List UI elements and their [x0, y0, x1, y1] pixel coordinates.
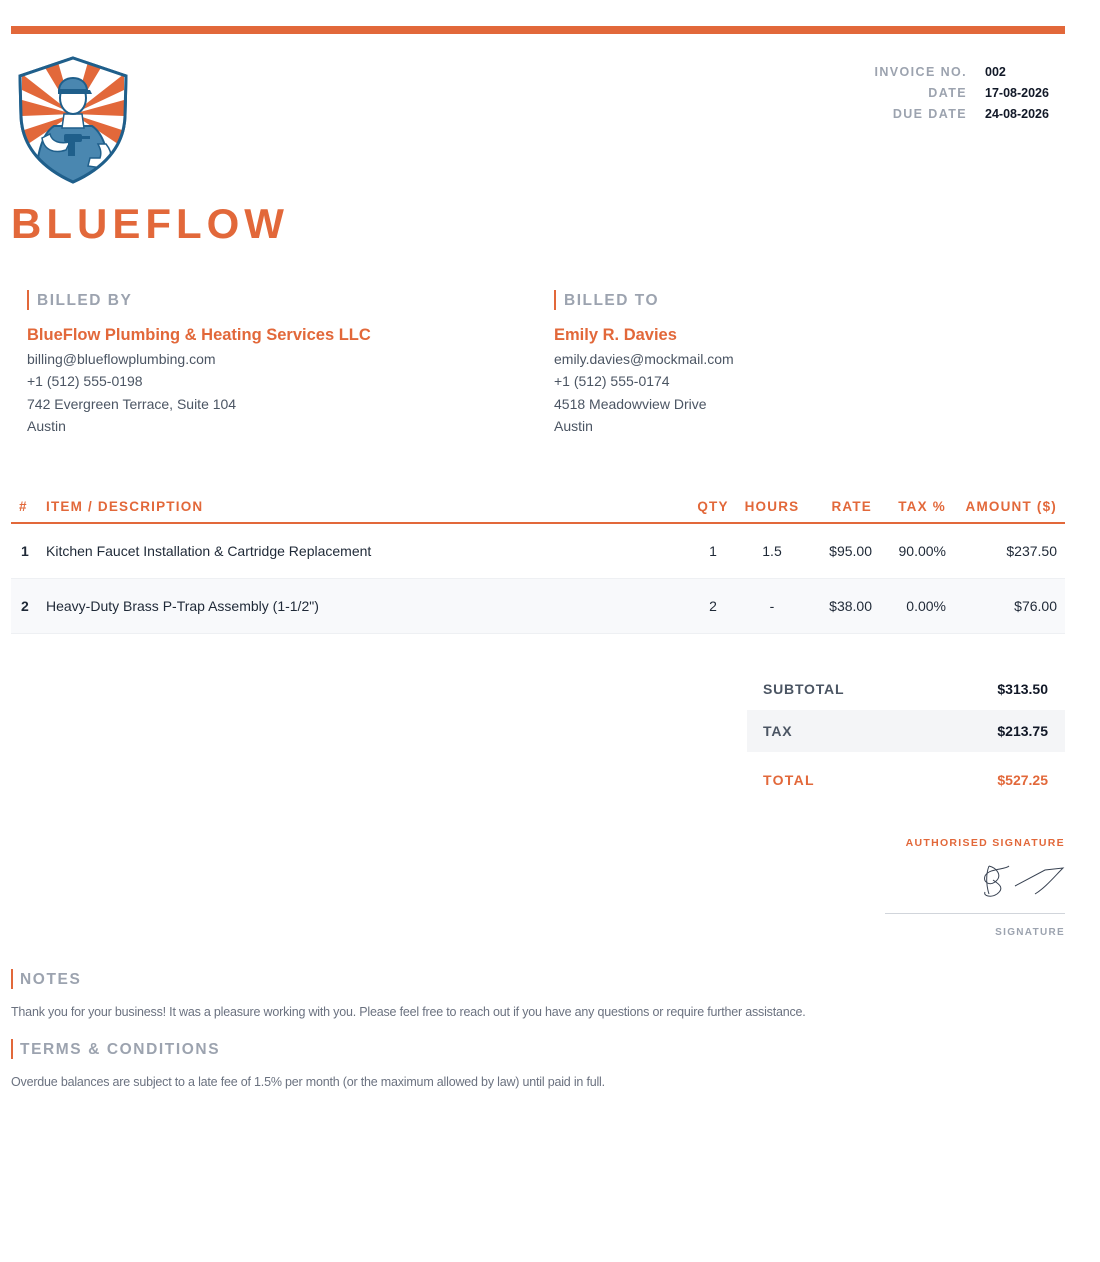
billed-to-city: Austin: [554, 417, 593, 434]
subtotal-value: $313.50: [997, 681, 1048, 697]
col-header-qty: QTY: [690, 490, 736, 523]
tax-label: TAX: [763, 723, 793, 739]
billed-to-block: [554, 290, 954, 437]
invoice-due-label: DUE DATE: [892, 106, 967, 121]
row-rate: $95.00: [808, 523, 872, 579]
billed-by-email: billing@blueflowplumbing.com: [27, 351, 216, 367]
col-header-desc: ITEM / DESCRIPTION: [46, 490, 690, 523]
invoice-number-value: 002: [985, 64, 1006, 79]
invoice-due-value: 24-08-2026: [985, 106, 1049, 121]
billed-by-city: Austin: [27, 417, 66, 434]
tax-row: [747, 710, 1065, 752]
billed-by-phone: +1 (512) 555-0198: [27, 373, 143, 390]
accent-top-bar: [11, 26, 1065, 34]
row-tax: 0.00%: [872, 579, 948, 634]
billed-to-heading: BILLED TO: [554, 290, 954, 310]
invoice-meta: [847, 61, 1065, 124]
total-row: [747, 752, 1065, 808]
invoice-date-label: DATE: [928, 85, 967, 100]
billed-by-address: 742 Evergreen Terrace, Suite 104: [27, 395, 237, 412]
row-qty: 1: [690, 523, 736, 579]
col-header-num: #: [11, 490, 46, 523]
subtotal-row: [747, 668, 1065, 710]
invoice-date-row: [847, 82, 1065, 103]
col-header-amount: AMOUNT ($): [948, 490, 1065, 523]
notes-heading: NOTES: [11, 969, 81, 989]
row-rate: $38.00: [808, 579, 872, 634]
billed-by-block: [27, 290, 427, 437]
tax-value: $213.75: [997, 723, 1048, 739]
billed-by-heading: BILLED BY: [27, 290, 427, 310]
row-desc: Heavy-Duty Brass P-Trap Assembly (1-1/2"): [46, 579, 690, 634]
subtotal-label: SUBTOTAL: [763, 681, 845, 697]
row-qty: 2: [690, 579, 736, 634]
row-num: 1: [11, 523, 46, 579]
total-label: TOTAL: [763, 772, 815, 788]
row-amount: $237.50: [948, 523, 1065, 579]
signature-line: [885, 913, 1065, 914]
authorised-signature-title: AUTHORISED SIGNATURE: [905, 837, 1065, 849]
brand-name: BLUEFLOW: [11, 200, 289, 247]
billed-to-email: emily.davies@mockmail.com: [554, 351, 734, 367]
total-value: $527.25: [997, 772, 1048, 788]
col-header-hours: HOURS: [736, 490, 808, 523]
table-row: [11, 579, 1065, 634]
invoice-number-row: [847, 61, 1065, 82]
terms-text: Overdue balances are subject to a late fee of 1.5% per month (or the maximum allowed by law) until paid in full.: [11, 1075, 605, 1089]
signature-caption: SIGNATURE: [995, 927, 1065, 938]
invoice-date-value: 17-08-2026: [985, 85, 1049, 100]
billed-to-name: Emily R. Davies: [554, 326, 677, 344]
col-header-rate: RATE: [808, 490, 872, 523]
items-header-row: [11, 490, 1065, 523]
table-row: [11, 523, 1065, 579]
billed-to-address: 4518 Meadowview Drive: [554, 395, 707, 412]
terms-heading: TERMS & CONDITIONS: [11, 1039, 220, 1059]
row-num: 2: [11, 579, 46, 634]
row-tax: 90.00%: [872, 523, 948, 579]
totals-block: [747, 668, 1065, 808]
handwritten-signature: [975, 858, 1067, 904]
billed-by-name: BlueFlow Plumbing & Heating Services LLC: [27, 326, 371, 344]
col-header-tax: TAX %: [872, 490, 948, 523]
notes-text: Thank you for your business! It was a pleasure working with you. Please feel free to reach out if you have any questions or require further assistance.: [11, 1005, 806, 1019]
items-table: [11, 490, 1065, 634]
row-hours: -: [736, 579, 808, 634]
row-desc: Kitchen Faucet Installation & Cartridge Replacement: [46, 523, 690, 579]
plumber-shield-logo-icon: [14, 54, 132, 186]
invoice-number-label: INVOICE NO.: [874, 64, 967, 79]
row-hours: 1.5: [736, 523, 808, 579]
invoice-due-row: [847, 103, 1065, 124]
billed-to-phone: +1 (512) 555-0174: [554, 373, 670, 390]
row-amount: $76.00: [948, 579, 1065, 634]
